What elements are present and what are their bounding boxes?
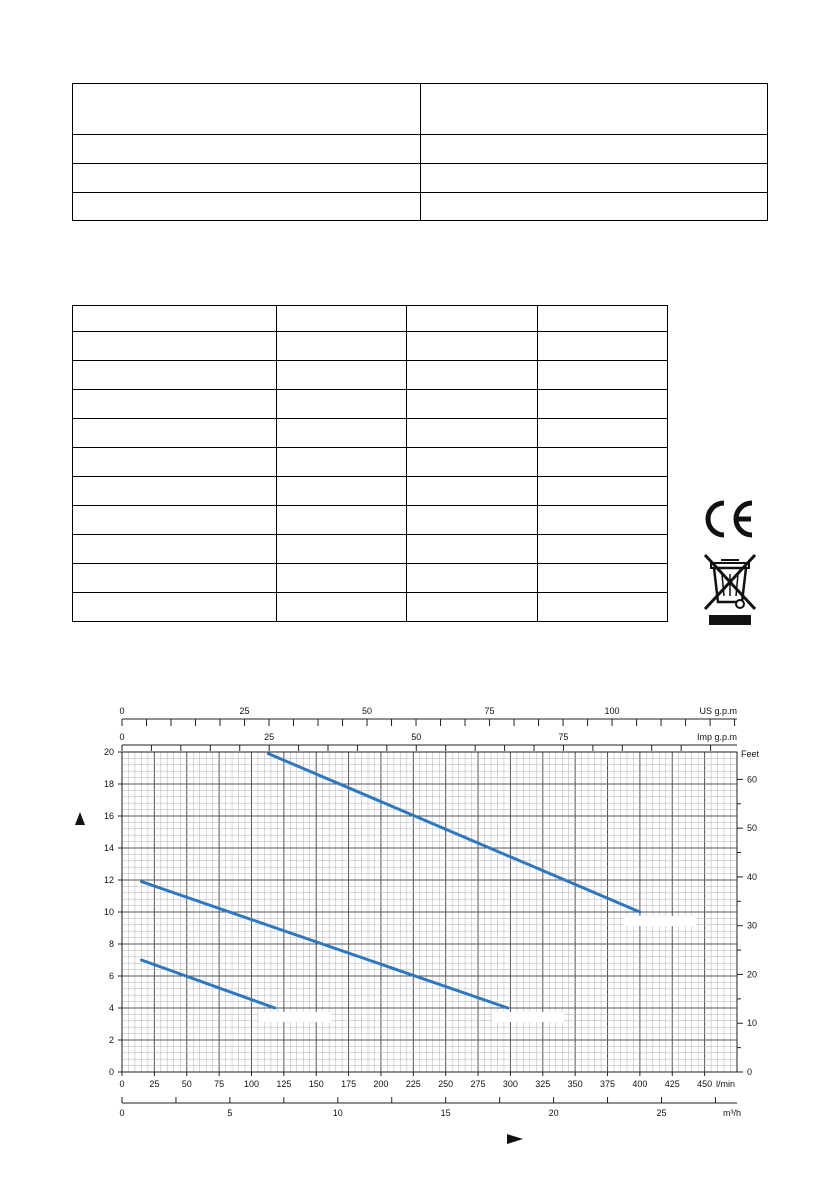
table-cell xyxy=(276,390,406,419)
table-cell xyxy=(407,477,537,506)
table-cell xyxy=(73,361,277,390)
table-cell xyxy=(73,506,277,535)
m3h-tick-label: 25 xyxy=(656,1108,667,1118)
table-cell xyxy=(73,477,277,506)
y-tick-label: 4 xyxy=(108,1003,114,1013)
x-unit-label: l/min xyxy=(715,1079,735,1089)
table-cell xyxy=(73,135,421,164)
m3h-tick-label: 0 xyxy=(119,1108,125,1118)
x-tick-label: 150 xyxy=(308,1079,324,1089)
table-cell xyxy=(407,593,537,622)
table-cell xyxy=(276,306,406,332)
table-cell xyxy=(73,193,421,221)
table-cell xyxy=(276,448,406,477)
x-tick-label: 175 xyxy=(341,1079,357,1089)
y-tick-label: 2 xyxy=(108,1035,114,1045)
table-cell xyxy=(537,448,667,477)
pump-performance-chart xyxy=(70,690,760,1160)
table-cell xyxy=(73,390,277,419)
table-cell xyxy=(73,564,277,593)
impgpm-unit-label: Imp g.p.m xyxy=(696,732,737,742)
m3h-tick-label: 10 xyxy=(332,1108,343,1118)
table-cell xyxy=(537,361,667,390)
y-tick-label: 6 xyxy=(108,971,114,981)
x-tick-label: 275 xyxy=(470,1079,486,1089)
feet-axis-label: Feet xyxy=(741,749,760,759)
y-tick-label: 8 xyxy=(108,939,114,949)
model-label-box xyxy=(259,1012,331,1022)
m3h-tick-label: 5 xyxy=(227,1108,233,1118)
table-cell xyxy=(537,419,667,448)
feet-tick-label: 10 xyxy=(747,1018,758,1029)
table-cell xyxy=(537,477,667,506)
usgpm-tick-label: 25 xyxy=(239,706,250,716)
table-cell xyxy=(276,593,406,622)
table-cell xyxy=(420,135,768,164)
table-cell xyxy=(407,390,537,419)
x-tick-label: 125 xyxy=(276,1079,292,1089)
table-cell xyxy=(407,564,537,593)
feet-tick-label: 0 xyxy=(747,1067,753,1077)
x-tick-label: 400 xyxy=(632,1079,648,1089)
table-cell xyxy=(73,332,277,361)
table-cell xyxy=(407,448,537,477)
x-tick-label: 425 xyxy=(664,1079,680,1089)
table-cell xyxy=(276,419,406,448)
y-tick-label: 18 xyxy=(103,779,114,789)
table-cell xyxy=(420,193,768,221)
x-tick-label: 50 xyxy=(181,1079,192,1089)
x-tick-label: 200 xyxy=(373,1079,389,1089)
x-tick-label: 250 xyxy=(438,1079,454,1089)
table-cell xyxy=(276,564,406,593)
x-tick-label: 375 xyxy=(600,1079,616,1089)
x-tick-label: 300 xyxy=(502,1079,518,1089)
x-tick-label: 100 xyxy=(243,1079,259,1089)
impgpm-tick-label: 25 xyxy=(264,732,275,742)
table-cell xyxy=(537,332,667,361)
m3h-unit-label: m³/h xyxy=(723,1108,741,1118)
grid-lines xyxy=(122,752,737,1072)
table-cell xyxy=(276,361,406,390)
model-label-box xyxy=(624,916,696,926)
table-cell xyxy=(407,361,537,390)
table-cell xyxy=(407,506,537,535)
x-tick-label: 25 xyxy=(149,1079,160,1089)
table-cell xyxy=(420,164,768,193)
table-cell xyxy=(73,448,277,477)
crossed-out-wheelie-bin-icon xyxy=(700,552,760,628)
y-tick-label: 10 xyxy=(103,907,114,917)
feet-tick-label: 50 xyxy=(747,823,758,834)
arrow-up-icon xyxy=(75,812,85,825)
feet-tick-label: 40 xyxy=(747,871,758,882)
m3h-tick-label: 15 xyxy=(440,1108,451,1118)
table-cell xyxy=(407,419,537,448)
arrow-right-icon xyxy=(507,1134,523,1144)
table-cell xyxy=(407,332,537,361)
y-tick-label: 20 xyxy=(103,747,114,757)
performance-curve xyxy=(141,960,274,1008)
table-cell xyxy=(276,332,406,361)
m3h-tick-label: 20 xyxy=(548,1108,559,1118)
table-cell xyxy=(407,535,537,564)
table-cell xyxy=(420,84,768,135)
ce-mark-icon xyxy=(700,498,760,540)
table-cell xyxy=(73,306,277,332)
table-cell xyxy=(537,593,667,622)
feet-tick-label: 30 xyxy=(747,920,758,931)
table-cell xyxy=(537,535,667,564)
table-cell xyxy=(276,477,406,506)
feet-tick-label: 60 xyxy=(747,774,758,785)
table-cell xyxy=(73,593,277,622)
table-cell xyxy=(537,306,667,332)
usgpm-tick-label: 0 xyxy=(119,706,125,716)
y-tick-label: 16 xyxy=(103,811,114,821)
feet-tick-label: 20 xyxy=(747,969,758,980)
impgpm-tick-label: 0 xyxy=(119,732,125,742)
chart-svg xyxy=(70,690,760,1160)
x-tick-label: 450 xyxy=(697,1079,713,1089)
y-tick-label: 0 xyxy=(108,1067,114,1077)
table-cell xyxy=(73,419,277,448)
usgpm-unit-label: US g.p.m xyxy=(699,706,737,716)
y-tick-label: 12 xyxy=(103,875,114,885)
specification-table xyxy=(72,83,768,221)
impgpm-tick-label: 75 xyxy=(558,732,569,742)
table-cell xyxy=(276,506,406,535)
table-cell xyxy=(537,390,667,419)
table-cell xyxy=(537,564,667,593)
table-cell xyxy=(276,535,406,564)
table-cell xyxy=(73,84,421,135)
x-tick-label: 0 xyxy=(119,1079,125,1089)
usgpm-tick-label: 100 xyxy=(604,706,620,716)
x-tick-label: 225 xyxy=(405,1079,421,1089)
table-cell xyxy=(73,535,277,564)
usgpm-tick-label: 75 xyxy=(484,706,495,716)
table-cell xyxy=(537,506,667,535)
model-label-box xyxy=(492,1012,564,1022)
x-tick-label: 325 xyxy=(535,1079,551,1089)
x-tick-label: 350 xyxy=(567,1079,583,1089)
y-tick-label: 14 xyxy=(103,843,114,853)
usgpm-tick-label: 50 xyxy=(362,706,373,716)
impgpm-tick-label: 50 xyxy=(411,732,422,742)
x-tick-label: 75 xyxy=(214,1079,225,1089)
performance-table xyxy=(72,305,668,622)
table-cell xyxy=(73,164,421,193)
table-cell xyxy=(407,306,537,332)
